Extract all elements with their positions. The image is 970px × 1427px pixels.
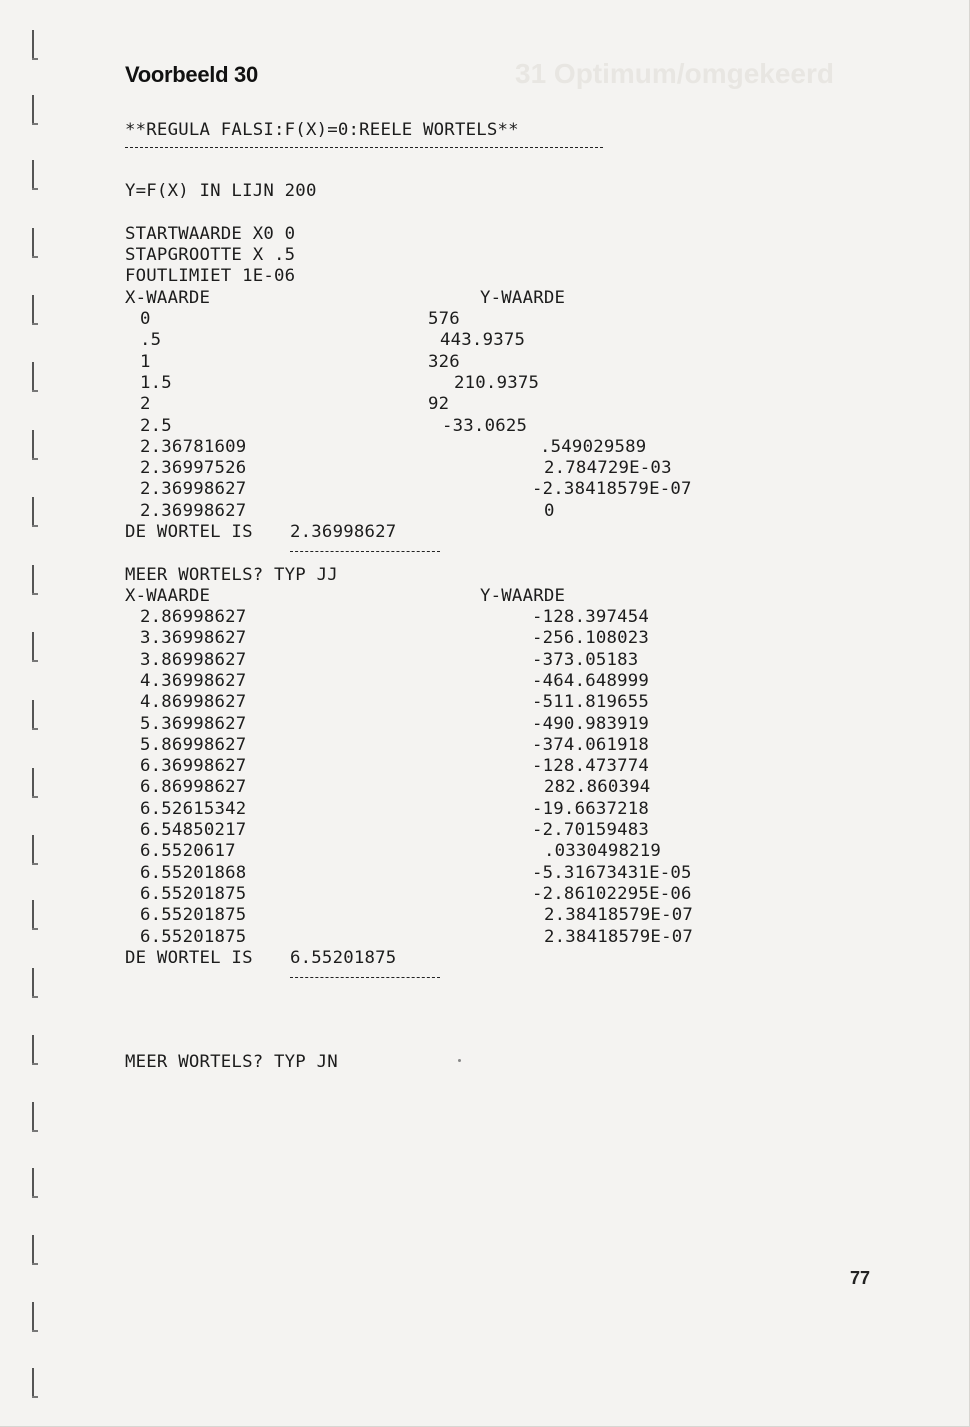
binding-holes — [0, 0, 60, 1427]
function-line: Y=F(X) IN LIJN 200 — [125, 181, 317, 201]
binding-mark-tick — [32, 256, 38, 258]
table2-y-value: -19.6637218 — [532, 798, 650, 819]
table1-y-value: -33.0625 — [442, 415, 528, 436]
table1-x-value: 2 — [140, 394, 151, 415]
page-title: Voorbeeld 30 — [125, 62, 258, 87]
input-foutlimiet: FOUTLIMIET 1E-06 — [125, 266, 296, 286]
root2-label: DE WORTEL IS — [125, 948, 253, 968]
root1-value: 2.36998627 — [290, 522, 397, 542]
root2-value: 6.55201875 — [290, 948, 397, 968]
table2-y-value: -128.473774 — [532, 756, 650, 777]
binding-mark-stroke — [32, 768, 34, 798]
binding-mark-tick — [32, 996, 38, 998]
binding-mark-tick — [32, 58, 38, 60]
binding-mark-tick — [32, 928, 38, 930]
table2-x-header: X-WAARDE — [125, 586, 211, 606]
binding-mark-stroke — [32, 160, 34, 190]
binding-mark-tick — [32, 525, 38, 527]
table1-y-value: 443.9375 — [440, 330, 526, 351]
show-through-heading: 31 Optimum/omgekeerd — [515, 58, 834, 89]
table1-x-value: 0 — [140, 309, 151, 329]
table2-y-value: -2.86102295E-06 — [532, 883, 692, 904]
binding-mark-tick — [32, 728, 38, 730]
table2-y-value: -2.70159483 — [532, 820, 650, 840]
binding-mark-tick — [32, 1330, 38, 1332]
table2-x-value: 3.36998627 — [140, 628, 247, 649]
binding-mark-stroke — [32, 1235, 34, 1265]
binding-mark-tick — [32, 188, 38, 190]
binding-mark-stroke — [32, 565, 34, 595]
binding-mark-stroke — [32, 30, 34, 60]
table2-y-value: .0330498219 — [544, 841, 662, 862]
table2-y-value: -256.108023 — [532, 628, 650, 649]
table2-x-value: 6.55201875 — [140, 926, 247, 947]
binding-mark-stroke — [32, 900, 34, 930]
table1-x-value: 2.5 — [140, 415, 172, 436]
binding-mark-stroke — [32, 95, 34, 125]
table2-y-value: -490.983919 — [532, 713, 650, 734]
table1-y-value: .549029589 — [540, 436, 647, 457]
table1-x-value: 1.5 — [140, 372, 172, 393]
table1-x-value: 1 — [140, 351, 151, 372]
table1-x-value: 2.36997526 — [140, 458, 247, 479]
table2-x-value: 6.55201875 — [140, 905, 247, 926]
table1-y-value: 0 — [544, 500, 555, 521]
table2-x-value: 6.52615342 — [140, 798, 247, 819]
binding-mark-stroke — [32, 1168, 34, 1198]
binding-mark-tick — [32, 123, 38, 125]
binding-mark-stroke — [32, 1035, 34, 1065]
input-startwaarde: STARTWAARDE X0 0 — [125, 224, 296, 244]
table2-y-value: 2.38418579E-07 — [544, 905, 694, 926]
table2-x-value: 6.55201868 — [140, 862, 247, 883]
binding-mark-stroke — [32, 362, 34, 392]
binding-mark-stroke — [32, 700, 34, 730]
table1-y-value: 210.9375 — [454, 372, 540, 393]
binding-mark-tick — [32, 1196, 38, 1198]
binding-mark-stroke — [32, 835, 34, 865]
table1-y-value: 326 — [428, 351, 460, 372]
table2-y-value: -128.397454 — [532, 607, 650, 627]
prompt1: MEER WORTELS? TYP JJ — [125, 565, 338, 585]
binding-mark-stroke — [32, 430, 34, 460]
binding-mark-stroke — [32, 968, 34, 998]
binding-mark-stroke — [32, 632, 34, 662]
table2-x-value: 6.5520617 — [140, 841, 236, 862]
binding-mark-tick — [32, 458, 38, 460]
table2-y-value: 282.860394 — [544, 777, 651, 798]
table2-x-value: 4.86998627 — [140, 692, 247, 713]
binding-mark-tick — [32, 660, 38, 662]
binding-mark-stroke — [32, 295, 34, 325]
binding-mark-tick — [32, 1263, 38, 1265]
input-stapgrootte: STAPGROOTTE X .5 — [125, 245, 296, 265]
root2-underline — [290, 977, 440, 978]
table1-x-header: X-WAARDE — [125, 288, 211, 308]
binding-mark-tick — [32, 593, 38, 595]
table1-x-value: 2.36998627 — [140, 500, 247, 521]
table2-y-value: -374.061918 — [532, 734, 650, 755]
table2-x-value: 6.55201875 — [140, 883, 247, 904]
header-underline — [125, 147, 603, 148]
table2-y-value: -464.648999 — [532, 670, 650, 691]
binding-mark-stroke — [32, 1302, 34, 1332]
program-header: **REGULA FALSI:F(X)=0:REELE WORTELS** — [125, 120, 519, 140]
binding-mark-tick — [32, 1396, 38, 1398]
table2-x-value: 6.86998627 — [140, 777, 247, 798]
table2-y-header: Y-WAARDE — [480, 586, 566, 606]
table2-x-value: 4.36998627 — [140, 670, 247, 691]
binding-mark-stroke — [32, 1368, 34, 1398]
binding-mark-stroke — [32, 497, 34, 527]
root1-underline — [290, 551, 440, 552]
table1-y-value: 576 — [428, 309, 460, 329]
page-number: 77 — [850, 1268, 871, 1288]
table1-x-value: .5 — [140, 330, 162, 351]
table1-x-value: 2.36781609 — [140, 436, 247, 457]
table1-x-value: 2.36998627 — [140, 479, 247, 500]
table2-x-value: 6.54850217 — [140, 820, 247, 840]
table2-y-value: 2.38418579E-07 — [544, 926, 694, 947]
prompt2: MEER WORTELS? TYP JN — [125, 1052, 338, 1072]
table2-y-value: -373.05183 — [532, 649, 639, 670]
binding-mark-stroke — [32, 228, 34, 258]
binding-mark-tick — [32, 1130, 38, 1132]
table1-y-value: 2.784729E-03 — [544, 458, 672, 479]
table2-x-value: 6.36998627 — [140, 756, 247, 777]
table2-x-value: 2.86998627 — [140, 607, 247, 627]
table1-y-header: Y-WAARDE — [480, 288, 566, 308]
table2-x-value: 5.86998627 — [140, 734, 247, 755]
table2-x-value: 3.86998627 — [140, 649, 247, 670]
table2-y-value: -511.819655 — [532, 692, 650, 713]
root1-label: DE WORTEL IS — [125, 522, 253, 542]
table1-y-value: 92 — [428, 394, 450, 415]
table1-y-value: -2.38418579E-07 — [532, 479, 692, 500]
table2-x-value: 5.36998627 — [140, 713, 247, 734]
binding-mark-tick — [32, 323, 38, 325]
binding-mark-tick — [32, 1063, 38, 1065]
binding-mark-tick — [32, 863, 38, 865]
stray-dot — [458, 1059, 461, 1062]
binding-mark-stroke — [32, 1102, 34, 1132]
binding-mark-tick — [32, 796, 38, 798]
binding-mark-tick — [32, 390, 38, 392]
table2-y-value: -5.31673431E-05 — [532, 862, 692, 883]
